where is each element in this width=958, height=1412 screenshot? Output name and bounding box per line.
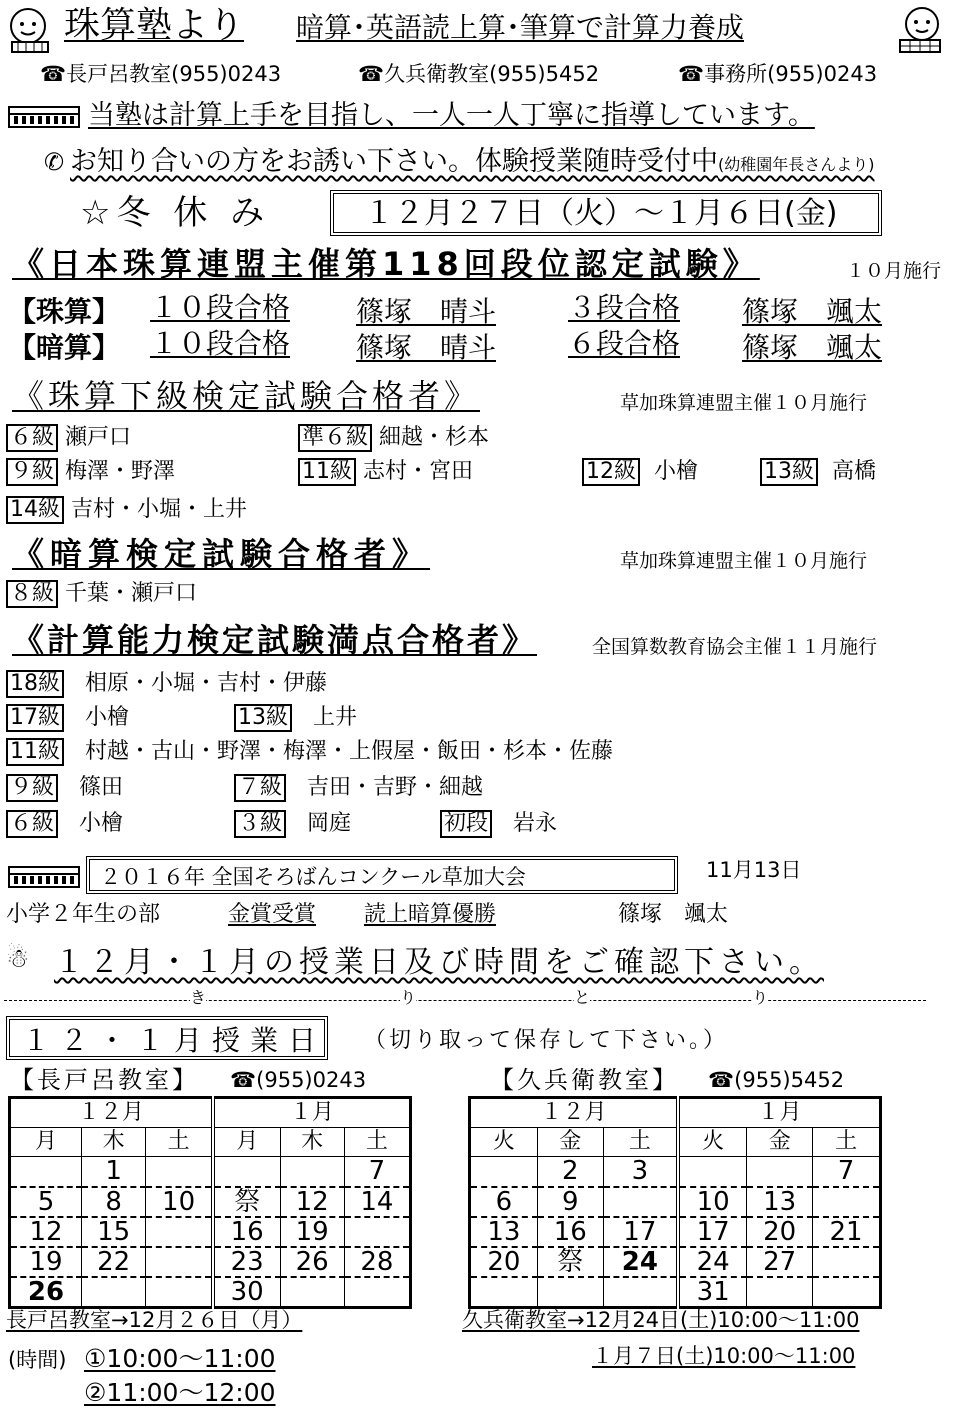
day-cell: 9 bbox=[537, 1187, 603, 1217]
day-cell: 7 bbox=[344, 1157, 410, 1187]
grade-badge: 初段 bbox=[440, 810, 492, 838]
day-cell bbox=[213, 1157, 280, 1187]
month-header: １２月 bbox=[10, 1098, 213, 1128]
day-cell bbox=[678, 1157, 747, 1187]
dan-name-4: 篠塚 颯太 bbox=[742, 331, 883, 364]
day-cell: 24 bbox=[603, 1247, 678, 1277]
page-title: 珠算塾より bbox=[64, 5, 245, 46]
day-cell bbox=[344, 1217, 410, 1247]
grade-badge: ３級 bbox=[234, 810, 286, 838]
keisan-item bbox=[234, 704, 357, 732]
winter-dates: １２月２７日（火）～１月６日(金) bbox=[330, 190, 882, 236]
confirm-text: １２月・１月の授業日及び時間をご確認下さい。 bbox=[54, 945, 824, 980]
time-slot-2: ②11:00～12:00 bbox=[84, 1378, 276, 1407]
grade-badge: 14級 bbox=[6, 496, 64, 524]
names: 相原・小堀・吉村・伊藤 bbox=[84, 671, 327, 696]
cut-label: と bbox=[574, 988, 591, 1007]
day-cell: 8 bbox=[82, 1187, 146, 1217]
day-cell: 6 bbox=[470, 1187, 538, 1217]
weekday: 木 bbox=[280, 1128, 344, 1157]
weekday: 火 bbox=[678, 1128, 747, 1157]
phone-nagatoro: ☎長戸呂教室(955)0243 bbox=[40, 62, 282, 86]
day-cell: 24 bbox=[678, 1247, 747, 1277]
dan-title: 《日本珠算連盟主催第118回段位認定試験》 bbox=[12, 245, 760, 283]
phone-kubee: ☎久兵衛教室(955)5452 bbox=[358, 62, 600, 86]
day-cell bbox=[813, 1277, 881, 1308]
kubee-special-day-1: 久兵衛教室→12月24日(土)10:00～11:00 bbox=[462, 1308, 860, 1332]
weekday: 金 bbox=[537, 1128, 603, 1157]
dan-note: １０月施行 bbox=[846, 260, 942, 282]
month-header: １月 bbox=[213, 1098, 411, 1128]
day-cell: 21 bbox=[813, 1217, 881, 1247]
day-cell: 19 bbox=[280, 1217, 344, 1247]
grade-badge: ９級 bbox=[6, 774, 58, 802]
kakyu-item bbox=[298, 424, 489, 452]
day-cell: 16 bbox=[537, 1217, 603, 1247]
day-cell bbox=[280, 1157, 344, 1187]
kakyu-item bbox=[6, 424, 131, 452]
day-cell bbox=[146, 1217, 213, 1247]
kakyu-item bbox=[6, 458, 175, 486]
names: 上井 bbox=[312, 705, 357, 730]
grade-badge: 17級 bbox=[6, 704, 64, 732]
kakyu-item bbox=[6, 496, 247, 524]
cut-label: り bbox=[752, 988, 769, 1007]
anzan-title: 《暗算検定試験合格者》 bbox=[12, 535, 431, 573]
keisan-item bbox=[6, 738, 613, 766]
weekday: 月 bbox=[213, 1128, 280, 1157]
kubee-special-day-2: １月７日(土)10:00～11:00 bbox=[592, 1344, 856, 1368]
dan-name-2: 篠塚 颯太 bbox=[742, 295, 883, 328]
day-cell: 23 bbox=[213, 1247, 280, 1277]
mascot-icon-left bbox=[4, 4, 56, 54]
day-cell bbox=[82, 1277, 146, 1308]
day-cell bbox=[537, 1277, 603, 1308]
phone-hand-icon: ✆ bbox=[44, 148, 65, 176]
dan-rank-1: １０段合格 bbox=[150, 291, 291, 324]
day-cell: 祭 bbox=[537, 1247, 603, 1277]
time-slot-1: ①10:00～11:00 bbox=[84, 1344, 276, 1373]
anzan-note: 草加珠算連盟主催１０月施行 bbox=[620, 550, 868, 572]
day-cell bbox=[603, 1187, 678, 1217]
day-cell: 28 bbox=[344, 1247, 410, 1277]
day-cell bbox=[747, 1277, 813, 1308]
day-cell: 10 bbox=[146, 1187, 213, 1217]
keisan-title: 《計算能力検定試験満点合格者》 bbox=[12, 621, 538, 659]
day-cell: 7 bbox=[813, 1157, 881, 1187]
day-cell: 5 bbox=[10, 1187, 82, 1217]
nagatoro-phone: ☎(955)0243 bbox=[230, 1068, 367, 1092]
day-cell: 15 bbox=[82, 1217, 146, 1247]
day-cell: 16 bbox=[213, 1217, 280, 1247]
names: 千葉・瀬戸口 bbox=[65, 581, 198, 606]
day-cell: 1 bbox=[82, 1157, 146, 1187]
day-cell bbox=[470, 1277, 538, 1308]
day-cell: 26 bbox=[10, 1277, 82, 1308]
names: 高橋 bbox=[832, 459, 877, 484]
keisan-item bbox=[6, 810, 123, 838]
keisan-item bbox=[6, 774, 123, 802]
keisan-item bbox=[234, 774, 483, 802]
grade-badge: 準６級 bbox=[298, 424, 372, 452]
schedule-title: １２・１月授業日 bbox=[6, 1016, 328, 1060]
contest-date: 11月13日 bbox=[706, 858, 802, 882]
day-cell: 20 bbox=[747, 1217, 813, 1247]
day-cell bbox=[146, 1247, 213, 1277]
day-cell: 27 bbox=[747, 1247, 813, 1277]
grade-badge: 11級 bbox=[6, 738, 64, 766]
names: 小檜 bbox=[79, 811, 124, 836]
kubee-phone: ☎(955)5452 bbox=[708, 1068, 845, 1092]
grade-badge: 18級 bbox=[6, 670, 64, 698]
grade-badge: ８級 bbox=[6, 580, 58, 608]
dan-name-1: 篠塚 晴斗 bbox=[356, 295, 497, 328]
day-cell: 20 bbox=[470, 1247, 538, 1277]
day-cell: 14 bbox=[344, 1187, 410, 1217]
month-header: １２月 bbox=[470, 1098, 678, 1128]
names: 梅澤・野澤 bbox=[65, 459, 176, 484]
schedule-note: （切り取って保存して下さい。） bbox=[364, 1028, 729, 1053]
day-cell: 12 bbox=[280, 1187, 344, 1217]
names: 瀬戸口 bbox=[65, 425, 132, 450]
keisan-item bbox=[440, 810, 557, 838]
month-header: １月 bbox=[678, 1098, 881, 1128]
day-cell: 17 bbox=[678, 1217, 747, 1247]
grade-badge: ９級 bbox=[6, 458, 58, 486]
contest-title: ２０１６年 全国そろばんコンクール草加大会 bbox=[86, 856, 678, 894]
winter-label: ☆冬 休 み bbox=[80, 193, 271, 233]
names: 岡庭 bbox=[307, 811, 352, 836]
contest-award-1: 金賞受賞 bbox=[228, 902, 317, 927]
names: 村越・古山・野澤・梅澤・上假屋・飯田・杉本・佐藤 bbox=[84, 739, 613, 764]
weekday: 木 bbox=[82, 1128, 146, 1157]
weekday: 土 bbox=[813, 1128, 881, 1157]
nagatoro-name: 【長戸呂教室】 bbox=[10, 1066, 199, 1094]
cut-label: き bbox=[190, 988, 207, 1007]
kakyu-title: 《珠算下級検定試験合格者》 bbox=[12, 377, 481, 415]
kakyu-note: 草加珠算連盟主催１０月施行 bbox=[620, 392, 868, 414]
day-cell: 3 bbox=[603, 1157, 678, 1187]
keisan-note: 全国算数教育協会主催１１月施行 bbox=[592, 636, 878, 658]
page-subtitle: 暗算･英語読上算･筆算で計算力養成 bbox=[296, 11, 745, 44]
day-cell bbox=[603, 1277, 678, 1308]
intro-age-note: (幼稚園年長さんより) bbox=[718, 155, 875, 174]
contest-division: 小学２年生の部 bbox=[6, 902, 161, 927]
cut-label: り bbox=[400, 988, 417, 1007]
intro-line-1: 当塾は計算上手を目指し、一人一人丁寧に指導しています。 bbox=[88, 100, 815, 131]
kakyu-item bbox=[298, 458, 473, 486]
day-cell bbox=[470, 1157, 538, 1187]
day-cell: 17 bbox=[603, 1217, 678, 1247]
day-cell: 26 bbox=[280, 1247, 344, 1277]
weekday: 月 bbox=[10, 1128, 82, 1157]
day-cell: 31 bbox=[678, 1277, 747, 1308]
weekday: 土 bbox=[146, 1128, 213, 1157]
contest-winner: 篠塚 颯太 bbox=[618, 902, 729, 927]
dan-cat-soroban: 【珠算】 bbox=[8, 295, 121, 328]
names: 吉田・吉野・細越 bbox=[307, 775, 484, 800]
day-cell: 2 bbox=[537, 1157, 603, 1187]
day-cell bbox=[813, 1187, 881, 1217]
day-cell: 祭 bbox=[213, 1187, 280, 1217]
grade-badge: ６級 bbox=[6, 810, 58, 838]
weekday: 金 bbox=[747, 1128, 813, 1157]
dan-name-3: 篠塚 晴斗 bbox=[356, 331, 497, 364]
dan-rank-2: ３段合格 bbox=[568, 291, 681, 324]
day-cell bbox=[344, 1277, 410, 1308]
keisan-item bbox=[234, 810, 351, 838]
contest-award-2: 読上暗算優勝 bbox=[364, 902, 497, 927]
day-cell: 10 bbox=[678, 1187, 747, 1217]
grade-badge: 12級 bbox=[582, 458, 640, 486]
day-cell: 22 bbox=[82, 1247, 146, 1277]
dan-rank-4: ６段合格 bbox=[568, 327, 681, 360]
day-cell bbox=[146, 1157, 213, 1187]
weekday: 土 bbox=[603, 1128, 678, 1157]
nagatoro-calendar bbox=[8, 1096, 412, 1309]
phone-office: ☎事務所(955)0243 bbox=[678, 62, 878, 86]
nagatoro-special-day: 長戸呂教室→12月２６日（月） bbox=[6, 1308, 303, 1332]
names: 志村・宮田 bbox=[363, 459, 474, 484]
mascot-icon-right bbox=[894, 2, 946, 54]
names: 小檜 bbox=[84, 705, 129, 730]
day-cell: 12 bbox=[10, 1217, 82, 1247]
day-cell bbox=[280, 1277, 344, 1308]
anzan-item bbox=[6, 580, 197, 608]
weekday: 火 bbox=[470, 1128, 538, 1157]
time-label: (時間) bbox=[8, 1348, 67, 1372]
dan-rank-3: １０段合格 bbox=[150, 327, 291, 360]
snowman-icon: ☃ bbox=[6, 944, 30, 974]
grade-badge: 13級 bbox=[234, 704, 292, 732]
kakyu-item bbox=[582, 458, 698, 486]
weekday: 土 bbox=[344, 1128, 410, 1157]
day-cell bbox=[10, 1157, 82, 1187]
grade-badge: 13級 bbox=[760, 458, 818, 486]
names: 吉村・小堀・上井 bbox=[71, 497, 248, 522]
kakyu-item bbox=[760, 458, 876, 486]
grade-badge: ７級 bbox=[234, 774, 286, 802]
abacus-icon bbox=[8, 866, 80, 888]
kubee-name: 【久兵衛教室】 bbox=[490, 1066, 679, 1094]
abacus-icon bbox=[8, 106, 80, 128]
grade-badge: 11級 bbox=[298, 458, 356, 486]
dan-cat-anzan: 【暗算】 bbox=[8, 331, 121, 364]
names: 細越・杉本 bbox=[379, 425, 490, 450]
keisan-item bbox=[6, 704, 129, 732]
grade-badge: ６級 bbox=[6, 424, 58, 452]
kubee-calendar bbox=[468, 1096, 882, 1309]
names: 篠田 bbox=[79, 775, 124, 800]
cut-line bbox=[4, 1000, 926, 1001]
day-cell: 30 bbox=[213, 1277, 280, 1308]
day-cell bbox=[146, 1277, 213, 1308]
day-cell bbox=[813, 1247, 881, 1277]
day-cell: 13 bbox=[470, 1217, 538, 1247]
keisan-item bbox=[6, 670, 327, 698]
day-cell bbox=[747, 1157, 813, 1187]
names: 小檜 bbox=[654, 459, 699, 484]
intro-line-2 bbox=[70, 148, 875, 175]
intro-invite-text: お知り合いの方をお誘い下さい。体験授業随時受付中 bbox=[70, 146, 718, 177]
day-cell: 19 bbox=[10, 1247, 82, 1277]
day-cell: 13 bbox=[747, 1187, 813, 1217]
names: 岩永 bbox=[513, 811, 558, 836]
